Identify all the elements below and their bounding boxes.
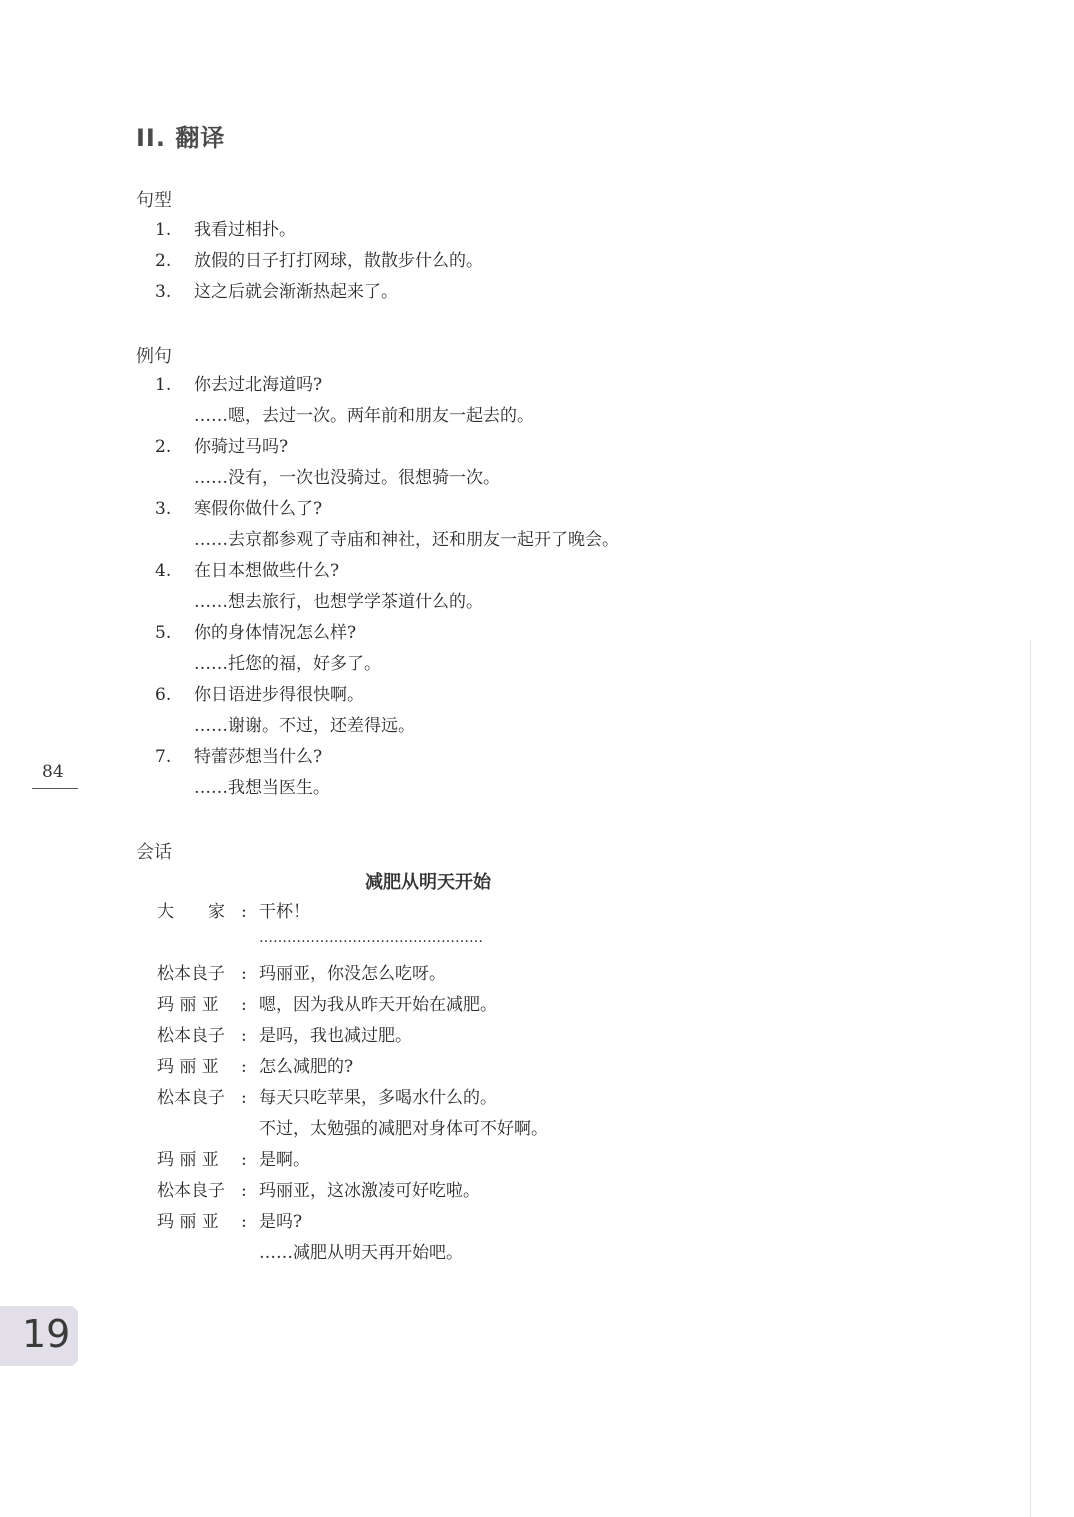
- patterns-label: 句型: [136, 190, 172, 211]
- dialogue-line: 玛丽亚，这冰激凌可好吃啦。: [259, 1181, 480, 1201]
- speaker-name: 玛 丽 亚: [157, 1150, 219, 1170]
- page-edge-line: [1030, 640, 1031, 1517]
- pattern-item: 1. 我看过相扑。: [155, 220, 296, 240]
- dialogue-line: 不过，太勉强的减肥对身体可不好啊。: [259, 1119, 548, 1139]
- example-question: 1. 你去过北海道吗?: [155, 375, 323, 395]
- example-answer: ……托您的福，好多了。: [194, 654, 381, 674]
- speaker-name: 玛 丽 亚: [157, 995, 219, 1015]
- speaker-colon: :: [241, 1088, 247, 1108]
- speaker-name: 松本良子: [157, 1026, 225, 1046]
- speaker-colon: :: [241, 1150, 247, 1170]
- pattern-item: 2. 放假的日子打打网球，散散步什么的。: [155, 251, 483, 271]
- example-question: 4. 在日本想做些什么?: [155, 561, 340, 581]
- speaker-name: 玛 丽 亚: [157, 1057, 219, 1077]
- example-question: 2. 你骑过马吗?: [155, 437, 289, 457]
- example-question: 6. 你日语进步得很快啊。: [155, 685, 364, 705]
- example-answer: ……我想当医生。: [194, 778, 330, 798]
- page-number: 84: [42, 762, 64, 782]
- speaker-name: 松本良子: [157, 964, 225, 984]
- conversation-label: 会话: [136, 842, 172, 863]
- dialogue-line: 每天只吃苹果，多喝水什么的。: [259, 1088, 497, 1108]
- speaker-colon: :: [241, 1026, 247, 1046]
- dialogue-line: 嗯，因为我从昨天开始在减肥。: [259, 995, 497, 1015]
- example-answer: ……嗯，去过一次。两年前和朋友一起去的。: [194, 406, 534, 426]
- example-answer: ……谢谢。不过，还差得远。: [194, 716, 415, 736]
- section-title: II. 翻译: [136, 124, 226, 152]
- dialogue-line: 是吗?: [259, 1212, 303, 1232]
- speaker-name: 松本良子: [157, 1088, 225, 1108]
- speaker-colon: :: [241, 1181, 247, 1201]
- speaker-colon: :: [241, 964, 247, 984]
- speaker-name: 松本良子: [157, 1181, 225, 1201]
- lesson-number: 19: [22, 1312, 71, 1356]
- dialogue-line: ……减肥从明天再开始吧。: [259, 1243, 463, 1263]
- dialogue-line: 干杯！: [259, 902, 310, 922]
- speaker-name: 大 家: [157, 902, 225, 922]
- example-answer: ……没有，一次也没骑过。很想骑一次。: [194, 468, 500, 488]
- speaker-colon: :: [241, 1057, 247, 1077]
- example-question: 3. 寒假你做什么了?: [155, 499, 323, 519]
- speaker-colon: :: [241, 902, 247, 922]
- dialogue-line: 是啊。: [259, 1150, 310, 1170]
- speaker-colon: :: [241, 1212, 247, 1232]
- example-answer: ……想去旅行，也想学学茶道什么的。: [194, 592, 483, 612]
- dialogue-line: 是吗，我也减过肥。: [259, 1026, 412, 1046]
- example-question: 5. 你的身体情况怎么样?: [155, 623, 357, 643]
- page-number-underline: [32, 788, 78, 789]
- example-answer: ……去京都参观了寺庙和神社，还和朋友一起开了晚会。: [194, 530, 619, 550]
- speaker-name: 玛 丽 亚: [157, 1212, 219, 1232]
- conversation-title: 减肥从明天开始: [365, 872, 491, 893]
- dialogue-line: 怎么减肥的?: [259, 1057, 354, 1077]
- lesson-badge: [0, 1306, 78, 1366]
- pattern-item: 3. 这之后就会渐渐热起来了。: [155, 282, 398, 302]
- dialogue-line: 玛丽亚，你没怎么吃呀。: [259, 964, 446, 984]
- example-question: 7. 特蕾莎想当什么?: [155, 747, 323, 767]
- examples-label: 例句: [136, 346, 172, 367]
- speaker-colon: :: [241, 995, 247, 1015]
- ellipsis-divider: …………………………………………: [259, 930, 483, 946]
